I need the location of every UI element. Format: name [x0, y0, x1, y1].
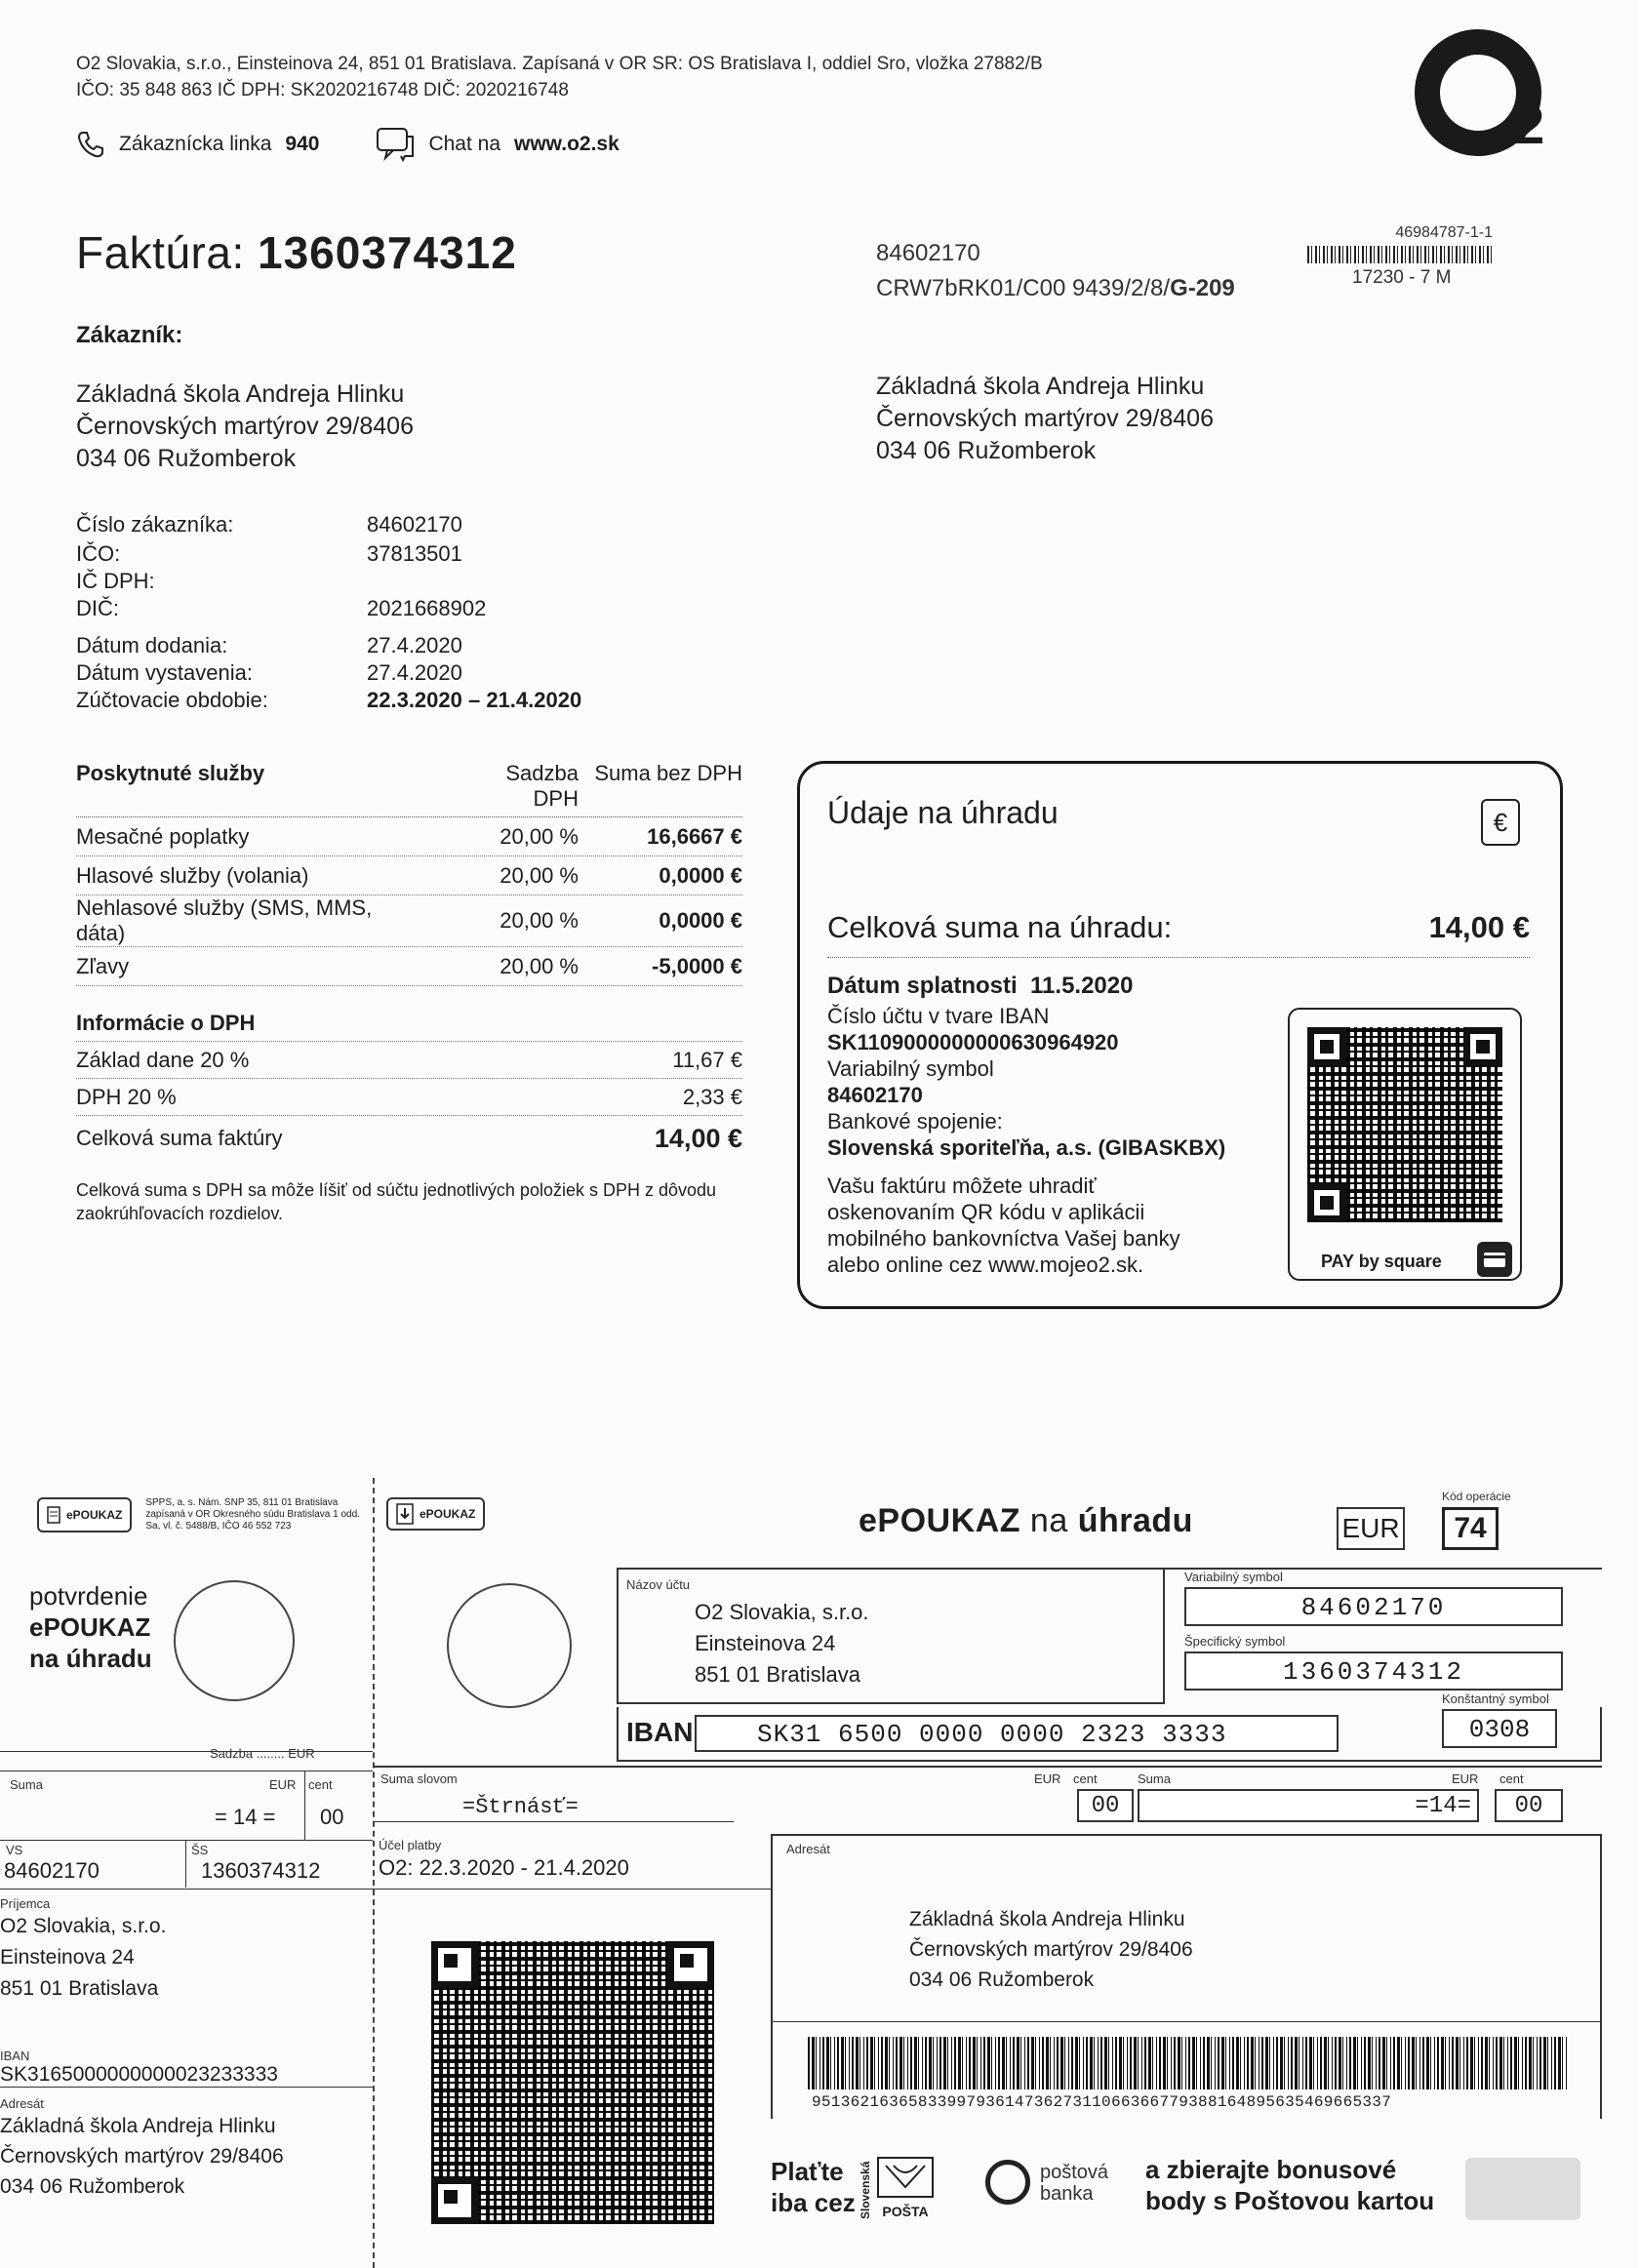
table-row: Mesačné poplatky 20,00 % 16,6667 €: [76, 817, 742, 856]
slip-barcode: [808, 2037, 1569, 2089]
vs-field[interactable]: 84602170: [1184, 1587, 1563, 1626]
addressee-section: Adresát Základná škola Andreja Hlinku Černovských martýrov 29/8406 034 06 Ružomberok 951362163658339979361473627311066366779388164895635469665337: [771, 1834, 1602, 2119]
addressee-block: Základná škola Andreja Hlinku Černovských martýrov 29/8406 034 06 Ružomberok: [909, 1908, 1193, 1991]
detail-key: IČO:: [76, 541, 121, 566]
customer-heading: Zákazník:: [76, 322, 183, 348]
stub-symbols: VS ŠS 84602170 1360374312: [0, 1841, 373, 1890]
eur-label: EUR: [269, 1777, 297, 1792]
stub-divider: [0, 1751, 373, 1752]
company-line-2: IČO: 35 848 863 IČ DPH: SK2020216748 DIČ: 2020216748: [76, 80, 569, 100]
slip-stub-header: [37, 1497, 360, 1532]
chat-label: Chat na: [428, 133, 501, 155]
download-icon: [396, 1503, 414, 1525]
barcode-top-text: 46984787-1-1: [1395, 224, 1493, 241]
sadzba-label: Sadzba ........ EUR: [210, 1746, 315, 1761]
detail-key: IČ DPH:: [76, 569, 155, 593]
epoukaz-logo: ePOUKAZ: [37, 1497, 132, 1532]
vat-info: [76, 1005, 742, 1161]
table-row: DPH 20 % 2,33 €: [76, 1079, 742, 1116]
postova-banka-text: poštová banka: [1040, 2162, 1109, 2205]
mini-barcode: [1307, 246, 1493, 263]
postal-card-image: [1465, 2158, 1580, 2220]
stub-title: potvrdenie ePOUKAZ na úhradu: [29, 1581, 152, 1673]
detail-value: 22.3.2020 – 21.4.2020: [367, 688, 582, 712]
customer-street: Černovských martýrov 29/8406: [76, 413, 414, 440]
detail-key: Dátum vystavenia:: [76, 660, 253, 685]
posta-logo: Slovenská POŠTA: [859, 2156, 935, 2219]
pay-only-text: Plaťte iba cez: [771, 2157, 856, 2217]
table-row: Zľavy 20,00 % -5,0000 €: [76, 947, 742, 986]
contacts: [76, 127, 676, 162]
iban-value: SK1109000000000630964920: [827, 1030, 1119, 1054]
account-name-block: O2 Slovakia, s.r.o. Einsteinova 24 851 01 Bratislava: [695, 1600, 869, 1687]
euro-icon: €: [1481, 799, 1520, 846]
detail-value: 2021668902: [367, 596, 487, 620]
reference-number: 84602170: [876, 240, 980, 266]
customer-details: [76, 511, 581, 714]
postal-barcode: [1307, 224, 1493, 289]
customer-city: 034 06 Ružomberok: [76, 445, 297, 472]
op-code: 74: [1442, 1507, 1499, 1550]
spps-info: SPPS, a. s. Nám. SNP 35, 811 01 Bratislava zapísaná v OR Okresného súdu Bratislava 1 odd. Sa, vl. č. 5488/B, IČO 46 552 723: [145, 1497, 360, 1532]
slip-title: ePOUKAZ na úhradu: [859, 1502, 1193, 1539]
detail-key: DIČ:: [76, 596, 119, 620]
main-cent-field[interactable]: 00: [1495, 1789, 1563, 1822]
col-vat-rate: Sadzba DPH: [505, 761, 579, 811]
stamp-circle: [174, 1580, 295, 1701]
vat-heading-row: [76, 1005, 742, 1042]
hotline-number: 940: [285, 133, 320, 155]
stub-amount-row: [0, 1771, 373, 1841]
bank-label: Bankové spojenie:: [827, 1109, 1003, 1134]
amount-field[interactable]: =14=: [1138, 1789, 1479, 1822]
cent-label: cent: [308, 1777, 333, 1792]
company-info: [76, 51, 1043, 103]
reference-code: CRW7bRK01/C00 9439/2/8/G-209: [876, 275, 1235, 301]
payment-total-label: Celková suma na úhradu:: [827, 910, 1173, 944]
detail-value: 27.4.2020: [367, 633, 462, 657]
chat-url: www.o2.sk: [514, 133, 620, 155]
currency-box: EUR: [1337, 1507, 1405, 1550]
company-line-1: O2 Slovakia, s.r.o., Einsteinova 24, 851 01 Bratislava. Zapísaná v OR SR: OS Bratislava I, oddiel Sro, vložka 27882/B: [76, 54, 1043, 74]
mailing-street: Černovských martýrov 29/8406: [876, 405, 1214, 432]
stub-vs: 84602170: [4, 1858, 100, 1883]
payment-box: [797, 761, 1563, 1309]
payment-total-value: 14,00 €: [1428, 910, 1530, 944]
customer-address: [76, 378, 414, 475]
iban-field[interactable]: SK31 6500 0000 0000 2323 3333: [695, 1715, 1339, 1752]
hotline[interactable]: [76, 127, 319, 162]
detail-key: Zúčtovacie obdobie:: [76, 688, 268, 712]
detail-key: Dátum dodania:: [76, 633, 228, 657]
table-row: Hlasové služby (volania) 20,00 % 0,0000 €: [76, 856, 742, 895]
stamp-circle: [447, 1583, 572, 1708]
qr-note: Vašu faktúru môžete uhradiť oskenovaním QR kódu v aplikácii mobilného bankovníctva Vašej banky alebo online cez www.mojeo2.sk.: [827, 1174, 1180, 1277]
bonus-text: a zbierajte bonusové body s Poštovou kartou: [1145, 2155, 1435, 2215]
o2-logo-digit: 2: [1514, 94, 1545, 155]
qr-code: [1307, 1027, 1502, 1222]
posthorn-icon: [876, 2156, 935, 2199]
stub-cent: 00: [320, 1805, 344, 1829]
stub-iban: IBAN SK3165000000000023233333: [0, 2049, 373, 2088]
amount-words: =Štrnásť=: [462, 1795, 579, 1819]
stub-addressee: Adresát Základná škola Andreja Hlinku Černovských martýrov 29/8406 034 06 Ružomberok: [0, 2096, 284, 2198]
stub-amount: = 14 =: [215, 1805, 276, 1829]
table-row: Základ dane 20 % 11,67 €: [76, 1042, 742, 1079]
hotline-label: Zákaznícka linka: [119, 133, 272, 155]
mailing-name: Základná škola Andreja Hlinku: [876, 373, 1205, 400]
vs-label: Variabilný symbol: [827, 1056, 994, 1081]
bank-value: Slovenská sporiteľňa, a.s. (GIBASKBX): [827, 1135, 1226, 1160]
stub-ss: 1360374312: [201, 1858, 321, 1883]
invoice-title-label: Faktúra:: [76, 227, 245, 278]
iban-row: IBAN SK31 6500 0000 0000 2323 3333 Konštantný symbol 0308: [617, 1707, 1602, 1766]
detail-value: 27.4.2020: [367, 660, 462, 685]
table-row: Celková suma faktúry 14,00 €: [76, 1123, 742, 1153]
payment-details: [827, 973, 1227, 1278]
slip-cut-line: [373, 1478, 375, 2268]
iban-label: Číslo účtu v tvare IBAN: [827, 1004, 1050, 1028]
slip-qr-code: [431, 1941, 714, 2224]
barcode-bottom-text: 17230 - 7 M: [1352, 267, 1452, 288]
services-header: [76, 761, 742, 817]
stub-recipient: Príjemca O2 Slovakia, s.r.o. Einsteinova 24 851 01 Bratislava: [0, 1896, 167, 2000]
mailing-city: 034 06 Ružomberok: [876, 437, 1097, 464]
services-table: [76, 761, 742, 986]
mailing-address: [876, 371, 1214, 467]
col-amount: Suma bez DPH: [594, 761, 742, 785]
pay-by-square-label: PAY by square: [1321, 1252, 1442, 1271]
detail-value: 84602170: [367, 512, 462, 537]
invoice-number: 1360374312: [258, 227, 517, 278]
invoice-title: [76, 226, 517, 279]
account-section: Názov účtu O2 Slovakia, s.r.o. Einsteinova 24 851 01 Bratislava Variabilný symbol 84602170 Špecifický symbol 1360374312: [617, 1568, 1602, 1704]
purpose-value: O2: 22.3.2020 - 21.4.2020: [379, 1855, 629, 1880]
payment-total-row: [827, 910, 1530, 958]
detail-key: Číslo zákazníka:: [76, 512, 234, 537]
vat-heading: Informácie o DPH: [76, 1010, 256, 1035]
slip-main-logo: ePOUKAZ: [386, 1497, 485, 1531]
services-heading: Poskytnuté služby: [76, 761, 265, 785]
due-label: Dátum splatnosti: [827, 973, 1018, 999]
card-icon: [1477, 1242, 1512, 1277]
barcode-digits: 951362163658339979361473627311066366779388164895635469665337: [812, 2093, 1392, 2111]
amount-row: Suma slovom =Štrnásť= EUR cent 00 Suma =14= EUR cent 00: [373, 1766, 1602, 1834]
payment-title: Údaje na úhradu: [827, 795, 1059, 830]
chat-link[interactable]: [376, 127, 619, 162]
rounding-note: Celková suma s DPH sa môže líšiť od súčtu jednotlivých položiek s DPH z dôvodu zaokrúhľovacích rozdielov.: [76, 1180, 717, 1223]
document-icon: [47, 1506, 60, 1524]
vs-value: 84602170: [827, 1083, 923, 1107]
phone-icon: [76, 130, 105, 159]
postova-banka-logo: [985, 2160, 1030, 2205]
customer-name: Základná škola Andreja Hlinku: [76, 380, 405, 408]
suma-label: Suma: [10, 1777, 43, 1792]
table-row: Nehlasové služby (SMS, MMS, dáta) 20,00 % 0,0000 €: [76, 895, 742, 945]
due-date: 11.5.2020: [1030, 973, 1134, 999]
cent-field[interactable]: 00: [1077, 1789, 1134, 1822]
op-code-label: Kód operácie: [1442, 1490, 1511, 1503]
reference-block: [876, 236, 1235, 306]
ss-field[interactable]: 1360374312: [1184, 1651, 1563, 1691]
detail-value: 37813501: [367, 541, 462, 566]
pay-by-square[interactable]: [1288, 1008, 1522, 1281]
chat-icon: [376, 127, 415, 162]
ks-field[interactable]: 0308: [1442, 1709, 1557, 1748]
